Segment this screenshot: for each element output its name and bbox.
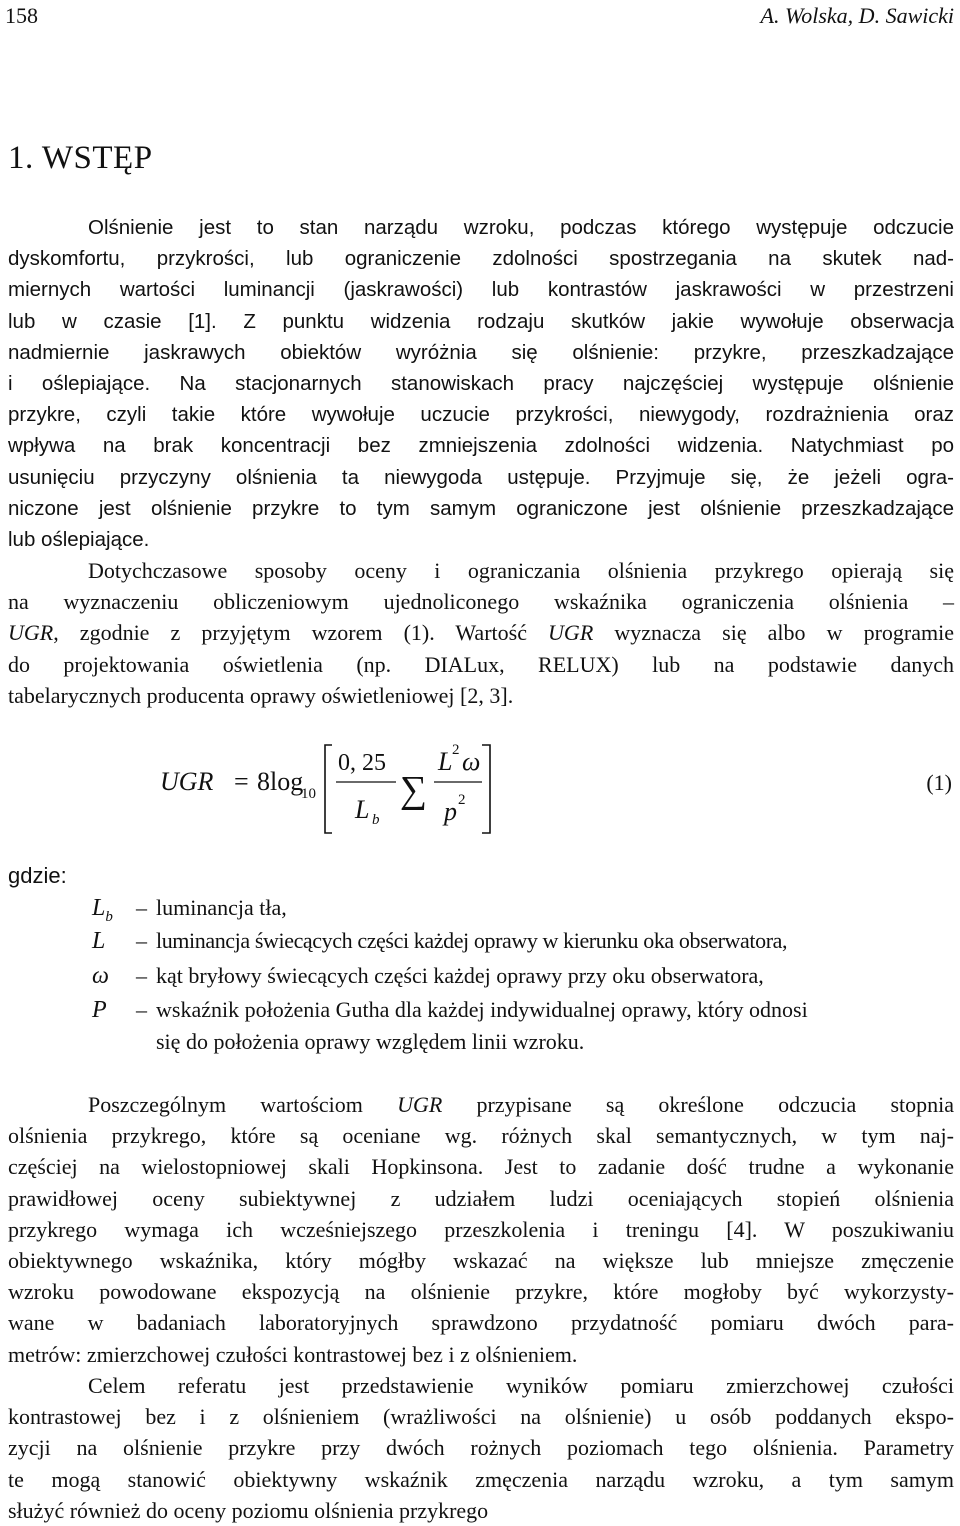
text-line: i oślepiające. Na stacjonarnych stanowiskach pracy najczęściej występuje olśnienie (8, 372, 954, 396)
formula-denominator: L (355, 795, 370, 824)
text-line: Celem referatu jest przedstawienie wyników pomiaru zmierzchowej czułości (88, 1373, 954, 1398)
formula-frac2-num-sup: 2 (452, 742, 460, 758)
definition-symbol: P (92, 997, 107, 1023)
sum-icon: ∑ (400, 769, 428, 811)
page-number: 158 (5, 3, 38, 28)
equation-number: (1) (926, 770, 952, 795)
text-line: dyskomfortu, przykrości, lub ograniczenie zdolności spostrzegania na skutek nad- (8, 247, 954, 271)
text-line: na wyznaczeniu obliczeniowym ujednoliconego wskaźnika ograniczenia olśnienia – (8, 589, 954, 615)
definition-text-continued: się do położenia oprawy względem linii wzroku. (156, 1029, 585, 1054)
definition-symbol: ω (92, 963, 109, 989)
definition-dash: – (136, 895, 147, 920)
formula-denominator-sub: b (372, 812, 380, 828)
text-line: do projektowania oświetlenia (np. DIALux, RELUX) lub na podstawie danych (8, 651, 954, 677)
section-title: 1. WSTĘP (8, 140, 153, 176)
text-line: UGR, zgodnie z przyjętym wzorem (1). Wartość UGR wyznacza się albo w programie (8, 620, 954, 646)
omega-symbol: ω (462, 747, 481, 776)
left-bracket (325, 745, 332, 833)
text-line: te mogą stanowić obiektywny wskaźnik zmęczenia narządu wzroku, a tym samym (8, 1466, 954, 1492)
text-line: Poszczególnym wartościom UGR przypisane są określone odczucia stopnia (88, 1092, 954, 1117)
definition-row (92, 963, 952, 993)
text-line: przykrego wymaga ich wcześniejszego przeszkolenia i treningu [4]. W poszukiwaniu (8, 1216, 954, 1242)
text-line: wane w badaniach laboratoryjnych sprawdzono przydatność pomiaru dwóch para- (8, 1310, 954, 1336)
formula-log: 8log (257, 767, 304, 796)
text-line: zycji na olśnienie przykre przy dwóch rożnych poziomach tego olśnienia. Parametry (8, 1435, 954, 1461)
formula-log-base: 10 (301, 786, 316, 802)
definitions-intro: gdzie: (8, 863, 67, 888)
definition-row (92, 928, 952, 958)
definition-symbol: L (92, 928, 106, 954)
running-header-authors: A. Wolska, D. Sawicki (760, 3, 954, 28)
text-line: niczone jest olśnienie przykre to tym samym ograniczone jest olśnienie przeszkadzające (8, 496, 954, 520)
text-line: lub w czasie [1]. Z punktu widzenia rodzaju skutków jakie wywołuje obserwacja (8, 309, 954, 333)
definition-dash: – (136, 997, 147, 1022)
formula-frac2-den-sup: 2 (458, 792, 466, 808)
definition-dash: – (136, 928, 147, 953)
ugr-formula (160, 740, 720, 840)
paragraph-ugr-methods (8, 555, 954, 711)
text-line: służyć również do oceny poziomu olśnienia przykrego (8, 1497, 489, 1523)
text-line: obiektywnego wskaźnika, który mógłby wskazać na większe lub mniejsze zmęczenie (8, 1248, 954, 1274)
text-line: metrów: zmierzchowej czułości kontrastowej bez i z olśnieniem. (8, 1341, 578, 1367)
definition-row (92, 895, 952, 925)
definition-dash: – (136, 963, 147, 988)
formula-lhs: UGR (160, 767, 214, 796)
text-line: tabelarycznych producenta oprawy oświetleniowej [2, 3]. (8, 682, 514, 708)
formula-frac2-den: p (444, 797, 457, 826)
ugr-symbol: UGR (8, 620, 54, 646)
paragraph-aim (8, 1370, 954, 1526)
ugr-symbol: UGR (397, 1092, 443, 1117)
formula-frac2-num: L (438, 747, 453, 776)
text-line: Olśnienie jest to stan narządu wzroku, podczas którego występuje odczucie (88, 216, 954, 239)
definition-text: luminancja świecących części każdej oprawy w kierunku oka obserwatora, (156, 928, 788, 953)
text-line: usunięciu przyczyny olśnienia ta niewygoda ustępuje. Przyjmuje się, że jeżeli ogra- (8, 465, 954, 489)
formula-equals: = (234, 767, 249, 796)
text-line: miernych wartości luminancji (jaskrawości) lub kontrastów jaskrawości w przestrzeni (8, 278, 954, 302)
text-line: lub oślepiające. (8, 528, 150, 552)
text-line: prawidłowej oceny subiektywnej z udziałem ludzi oceniających stopień olśnienia (8, 1185, 954, 1211)
ugr-symbol: UGR (548, 620, 594, 646)
definition-text: kąt bryłowy świecących części każdej oprawy przy oku obserwatora, (156, 963, 764, 988)
text-line: olśnienia przykrego, które są oceniane wg. różnych skal semantycznych, w tym naj- (8, 1123, 954, 1149)
text-line: częściej na wielostopniowej skali Hopkinsona. Jest to zadanie dość trudne a wykonanie (8, 1154, 954, 1180)
definition-symbol: $L_b$ (92, 895, 113, 925)
paragraph-ugr-assessment (8, 1089, 954, 1370)
definition-row (92, 997, 952, 1061)
paragraph-intro (8, 212, 954, 555)
right-bracket (482, 745, 490, 833)
text-line: nadmiernie jaskrawych obiektów wyróżnia się olśnienie: przykre, przeszkadzające (8, 340, 954, 364)
definition-text: wskaźnik położenia Gutha dla każdej indywidualnej oprawy, który odnosi (156, 997, 808, 1022)
text-line: wzroku powodowane ekspozycją na olśnienie przykre, które mogłoby być wykorzysty- (8, 1279, 954, 1305)
text-line: Dotychczasowe sposoby oceny i ograniczania olśnienia przykrego opierają się (88, 558, 954, 583)
text-line: przykre, czyli takie które wywołuje uczucie przykrości, niewygody, rozdrażnienia oraz (8, 403, 954, 427)
text-line: kontrastowej bez i z olśnieniem (wrażliwości na olśnienie) u osób poddanych ekspo- (8, 1404, 954, 1430)
text-line: wpływa na brak koncentracji bez zmniejszenia zdolności widzenia. Natychmiast po (8, 434, 954, 458)
definition-text: luminancja tła, (156, 895, 287, 920)
formula-numerator: 0, 25 (338, 750, 386, 776)
